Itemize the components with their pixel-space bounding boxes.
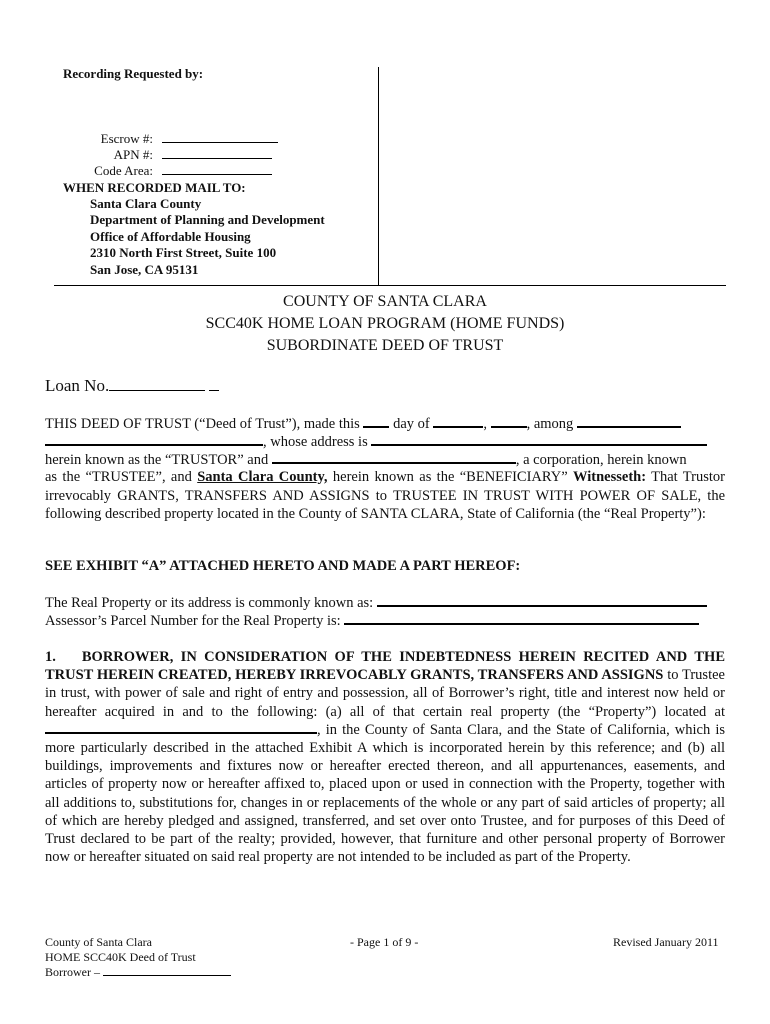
mail-line: Department of Planning and Development (90, 212, 325, 227)
footer-revised: Revised January 2011 (613, 935, 719, 949)
day-field[interactable] (363, 415, 389, 428)
apn-label: APN #: (113, 147, 153, 162)
footer-borrower-label: Borrower – (45, 965, 100, 979)
footer-page-number: - Page 1 of 9 - (350, 935, 419, 949)
exhibit-statement: SEE EXHIBIT “A” ATTACHED HERETO AND MADE A PART HEREOF: (45, 558, 521, 574)
parcel-number-row (45, 612, 699, 630)
property-location-field[interactable] (45, 721, 317, 734)
escrow-row (88, 131, 278, 147)
title-deed: SUBORDINATE DEED OF TRUST (266, 337, 504, 354)
trustor-name-field[interactable] (577, 415, 681, 428)
deed-intro-text: THIS DEED OF TRUST (“Deed of Trust”), made this (45, 416, 360, 432)
that-text: That (651, 469, 678, 485)
trustor-address-field[interactable] (371, 433, 707, 446)
section-1-text-a: to Trustee in trust, with power of sale and right of entry and possession, all of Borrower’s right, title and interest now held or hereafter acquired in and to the following: (a) all of that certain real property (the “Property”) located at (45, 667, 725, 720)
header-divider-horizontal (54, 285, 726, 286)
among-text: , among (526, 416, 574, 432)
loan-number-label: Loan No. (45, 376, 110, 395)
footer-county: County of Santa Clara (45, 935, 152, 949)
deed-line-3 (45, 451, 687, 469)
loan-number-field[interactable] (109, 377, 205, 391)
section-1 (45, 648, 725, 866)
escrow-label: Escrow #: (100, 131, 153, 146)
trustor-known-text: herein known as the “TRUSTOR” and (45, 452, 269, 468)
day-of-text: day of (393, 416, 430, 432)
borrower-initials-field[interactable] (103, 965, 231, 976)
trustee-name-field[interactable] (272, 451, 516, 464)
footer-borrower-row (45, 965, 231, 980)
whose-address-text: , whose address is (263, 434, 368, 450)
deed-paragraph (45, 468, 725, 524)
section-1-number: 1. (45, 649, 56, 665)
year-field[interactable] (491, 415, 527, 428)
title-program: SCC40K HOME LOAN PROGRAM (HOME FUNDS) (205, 315, 565, 332)
apn-field[interactable] (162, 147, 272, 159)
escrow-field[interactable] (162, 131, 278, 143)
beneficiary-name: Santa Clara County, (197, 469, 328, 485)
beneficiary-known-text: herein known as the “BENEFICIARY” (332, 469, 568, 485)
comma-text: , (483, 416, 487, 432)
code-area-label: Code Area: (94, 163, 153, 178)
footer-doc-name: HOME SCC40K Deed of Trust (45, 950, 196, 964)
apn-row (88, 147, 272, 163)
mail-line: Office of Affordable Housing (90, 229, 251, 244)
property-address-row (45, 594, 707, 612)
when-recorded-label: WHEN RECORDED MAIL TO: (63, 180, 246, 195)
property-address-field[interactable] (377, 594, 707, 607)
code-area-row (88, 163, 272, 179)
deed-line-1 (45, 415, 681, 433)
mail-line: 2310 North First Street, Suite 100 (90, 245, 277, 260)
mail-line: Santa Clara County (90, 196, 202, 211)
trustor-name-field-2[interactable] (45, 433, 263, 446)
code-area-field[interactable] (162, 163, 272, 175)
loan-number-suffix-field[interactable] (209, 377, 219, 391)
property-address-label: The Real Property or its address is commonly known as: (45, 595, 374, 611)
recording-requested-label: Recording Requested by: (63, 66, 204, 81)
parcel-number-field[interactable] (344, 612, 699, 625)
corporation-text: , a corporation, herein known (515, 452, 687, 468)
deed-line-2 (45, 433, 707, 451)
mail-line: San Jose, CA 95131 (90, 262, 199, 277)
section-1-text-b: , in the County of Santa Clara, and the State of California, which is more particularly described in the attached Exhibit A which is incorporated herein by this reference; and (b) all buildings, improvements and fixtures now or hereafter erected thereon, and all appurtenances, easements, and articles of property now or hereafter affixed to, placed upon or used in connection with the Property, together with all additions to, substitutions for, changes in or replacements of the whole or any part of said articles of property; all of which are hereby pledged and assigned, transferred, and set over onto Trustee, and for purposes of this Deed of Trust declared to be part of the realty; provided, however, that furniture and other personal property of Borrower now or hereafter situated on said real property are not intended to be included as part of the Property. (45, 721, 725, 866)
trustee-known-text: as the “TRUSTEE”, and (45, 469, 192, 485)
header-divider-vertical (378, 67, 379, 285)
parcel-number-label: Assessor’s Parcel Number for the Real Property is: (45, 613, 341, 629)
loan-number-row (45, 376, 219, 396)
grant-text: Trustor irrevocably GRANTS, TRANSFERS AND ASSIGNS to TRUSTEE IN TRUST WITH POWER OF SALE, the following described property located in the County of SANTA CLARA, State of California (the “Real Property”): (45, 469, 725, 523)
month-field[interactable] (433, 415, 483, 428)
section-1-heading: BORROWER, IN CONSIDERATION OF THE INDEBTEDNESS HEREIN RECITED AND THE TRUST HEREIN CREATED, HEREBY IRREVOCABLY GRANTS, TRANSFERS AND ASSIGNS (45, 649, 725, 684)
witnesseth-text: Witnesseth: (573, 469, 647, 485)
title-county: COUNTY OF SANTA CLARA (283, 293, 487, 310)
